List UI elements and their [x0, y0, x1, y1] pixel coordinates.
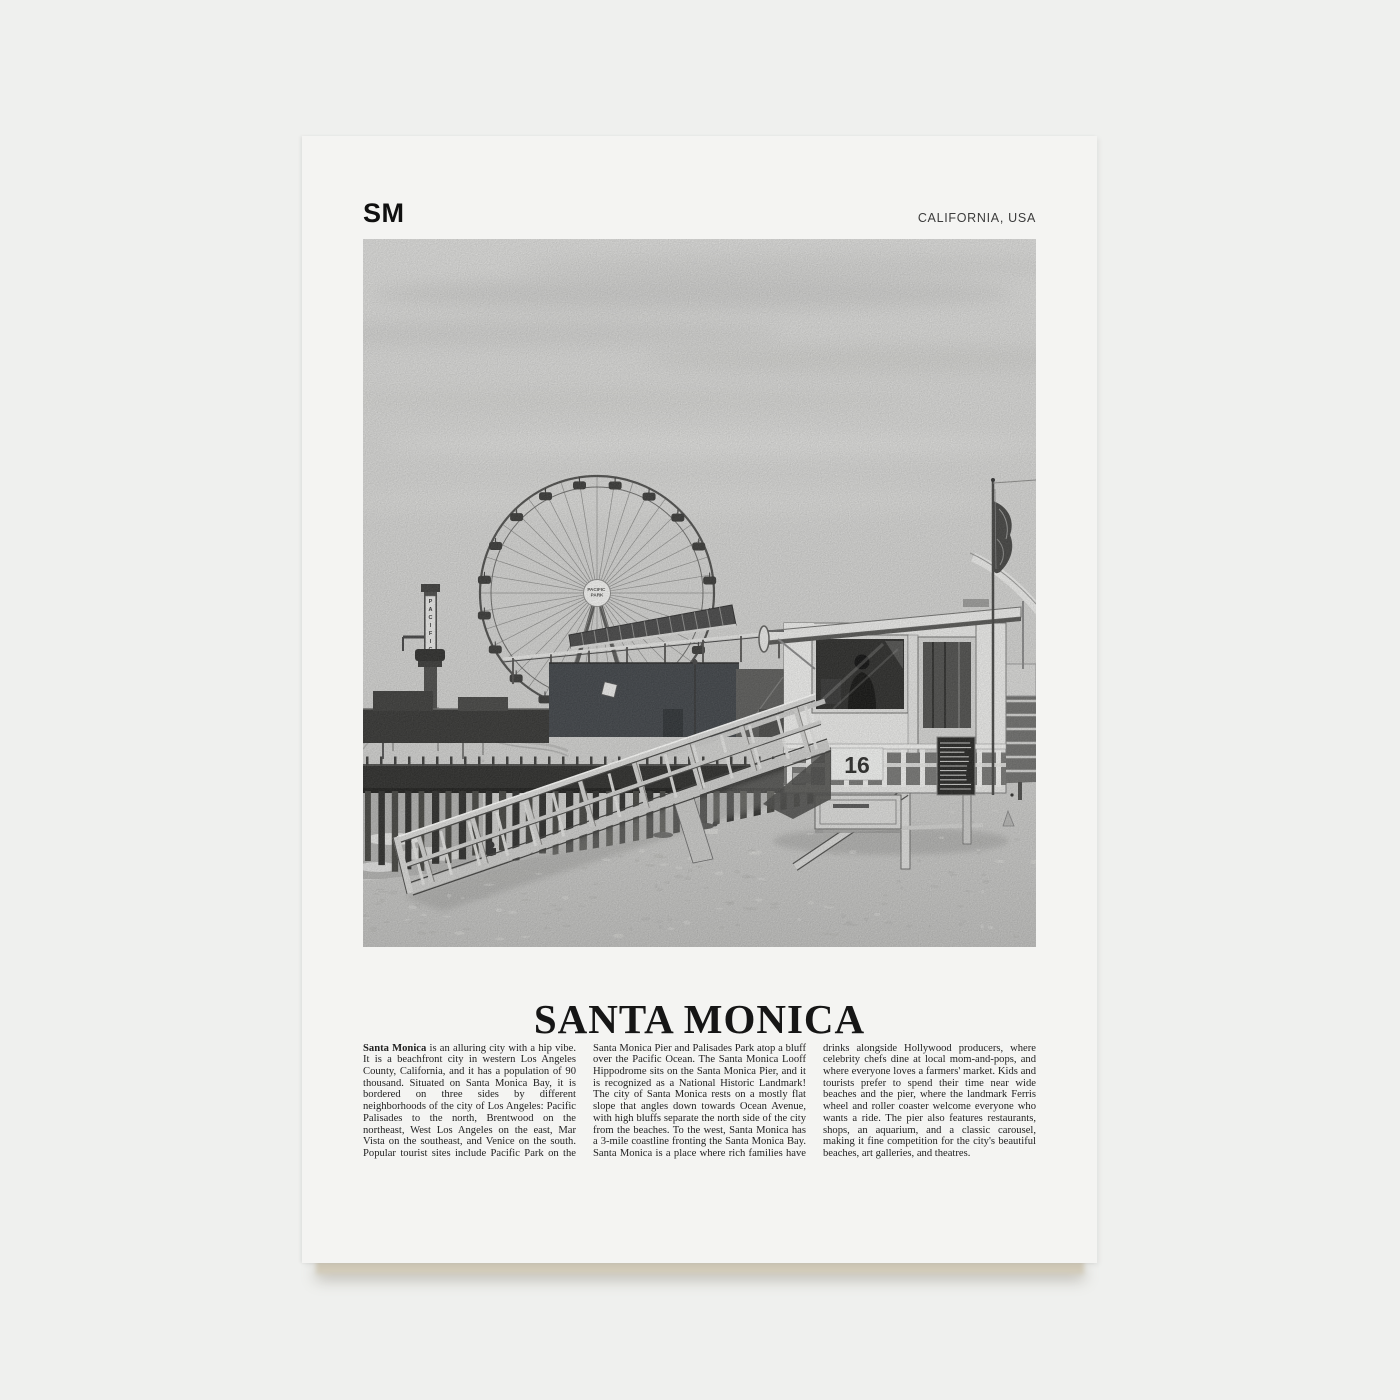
wheel-hub-sign: PACIFIC PARK	[587, 587, 606, 598]
hero-photo	[363, 239, 1036, 947]
poster	[302, 136, 1097, 1263]
poster-body-text	[363, 1043, 1036, 1160]
tower-number: 16	[844, 752, 870, 778]
body-lead: Santa Monica	[363, 1042, 427, 1054]
pier-photo-illustration	[363, 239, 1036, 947]
monogram-label: SM	[363, 198, 405, 228]
film-grain-light	[363, 239, 1036, 947]
poster-header	[363, 200, 1036, 227]
location-label: CALIFORNIA, USA	[917, 210, 1036, 225]
poster-title: SANTA MONICA	[533, 996, 866, 1043]
ride-tower-sign: P A C I F I	[428, 599, 433, 645]
body-copy: is an alluring city with a hip vibe. It is a beachfront city in western Los Angeles County, California, and it has a population of 90 thousand. Situated on Santa Monica Bay, it is bordered on three sides by different neighborhoods of the city of Los Angeles: Pacific Palisades to the north, Brentwood on the northeast, West Los Angeles on the east, Mar Vista on the southeast, and Venice on the south. Popular tourist sites include Pacific Park on the Santa Monica Pier and Palisades Park atop a bluff over the Pacific Ocean. The Santa Monica Looff Hippodrome sits on the Santa Monica Pier, and it is recognized as a National Historic Landmark! The city of Santa Monica rests on a mostly flat slope that angles down towards Ocean Avenue, with high bluffs separate the north side of the city from the beaches. To the west, Santa Monica has a 3-mile coastline fronting the Santa Monica Bay. Santa Monica is a place where rich families have drinks alongside Hollywood producers, where celebrity chefs dine at local mom-and-pops, and where everyone loves a farmers' market. Kids and tourists prefer to spend their time near wide beaches and the pier, where the landmark Ferris wheel and roller coaster welcome everyone who wants a ride. The pier also features restaurants, shops, an aquarium, and a classic carousel, making it fine competition for the city's beautiful beaches, art galleries, and theatres.	[363, 1042, 1036, 1159]
